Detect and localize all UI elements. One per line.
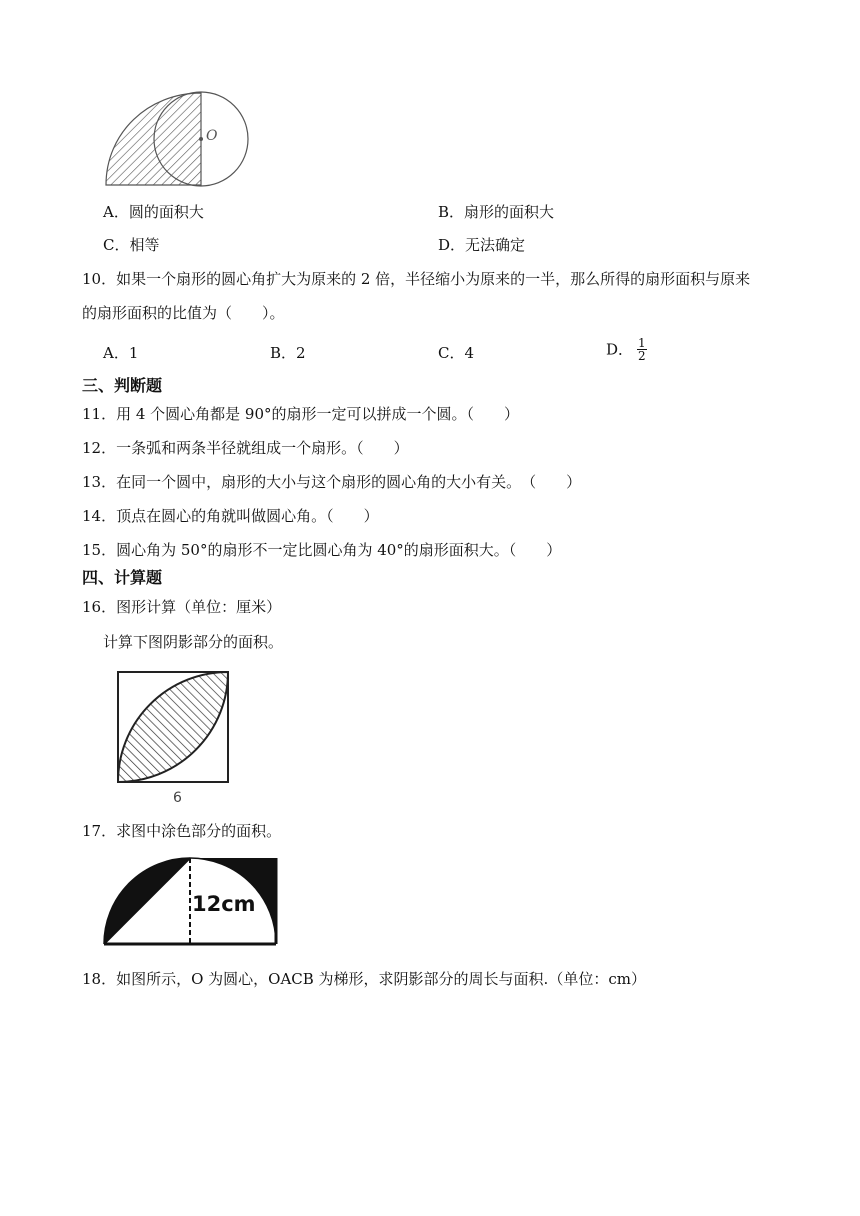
q9-center-label: O <box>206 128 218 144</box>
section3-title: 三、判断题 <box>82 376 163 395</box>
q10-option-d <box>606 337 647 362</box>
q16-subtext: 计算下图阴影部分的面积。 <box>103 633 284 651</box>
q10-text-line1: 10．如果一个扇形的圆心角扩大为原来的 2 倍，半径缩小为原来的一半，那么所得的扇形面积与原来 <box>82 270 751 288</box>
q12-item: 12．一条弧和两条半径就组成一个扇形。（ ） <box>82 439 409 457</box>
q9-figure <box>100 85 250 195</box>
fraction-denominator: 2 <box>638 349 646 363</box>
q10-option-d-fraction <box>637 337 647 362</box>
section4-title: 四、计算题 <box>82 568 163 587</box>
q15-item: 15．圆心角为 50°的扇形不一定比圆心角为 40°的扇形面积大。（ ） <box>82 541 562 559</box>
q16-figure-label: 6 <box>173 790 182 806</box>
q9-option-a: A．圆的面积大 <box>103 203 204 221</box>
q10-option-b: B．2 <box>270 344 306 362</box>
q9-option-b: B．扇形的面积大 <box>438 203 555 221</box>
q10-text-line2: 的扇形面积的比值为（ ）。 <box>82 304 285 322</box>
q11-item: 11．用 4 个圆心角都是 90°的扇形一定可以拼成一个圆。（ ） <box>82 405 520 423</box>
q16-figure <box>116 670 231 785</box>
q9-option-d: D．无法确定 <box>438 236 526 254</box>
fraction-numerator: 1 <box>638 336 646 350</box>
q18-text: 18．如图所示，O 为圆心，OACB 为梯形，求阴影部分的周长与面积.（单位：cm） <box>82 970 646 988</box>
q9-option-c: C．相等 <box>103 236 160 254</box>
q17-figure-label: 12cm <box>192 892 256 916</box>
q16-text: 16．图形计算（单位：厘米） <box>82 598 282 616</box>
q14-item: 14．顶点在圆心的角就叫做圆心角。（ ） <box>82 507 379 525</box>
q10-option-d-label: D． <box>606 340 634 359</box>
q10-option-a: A．1 <box>103 344 139 362</box>
q17-text: 17．求图中涂色部分的面积。 <box>82 822 282 840</box>
q10-option-c: C．4 <box>438 344 475 362</box>
q13-item: 13．在同一个圆中，扇形的大小与这个扇形的圆心角的大小有关。 （ ） <box>82 473 582 491</box>
